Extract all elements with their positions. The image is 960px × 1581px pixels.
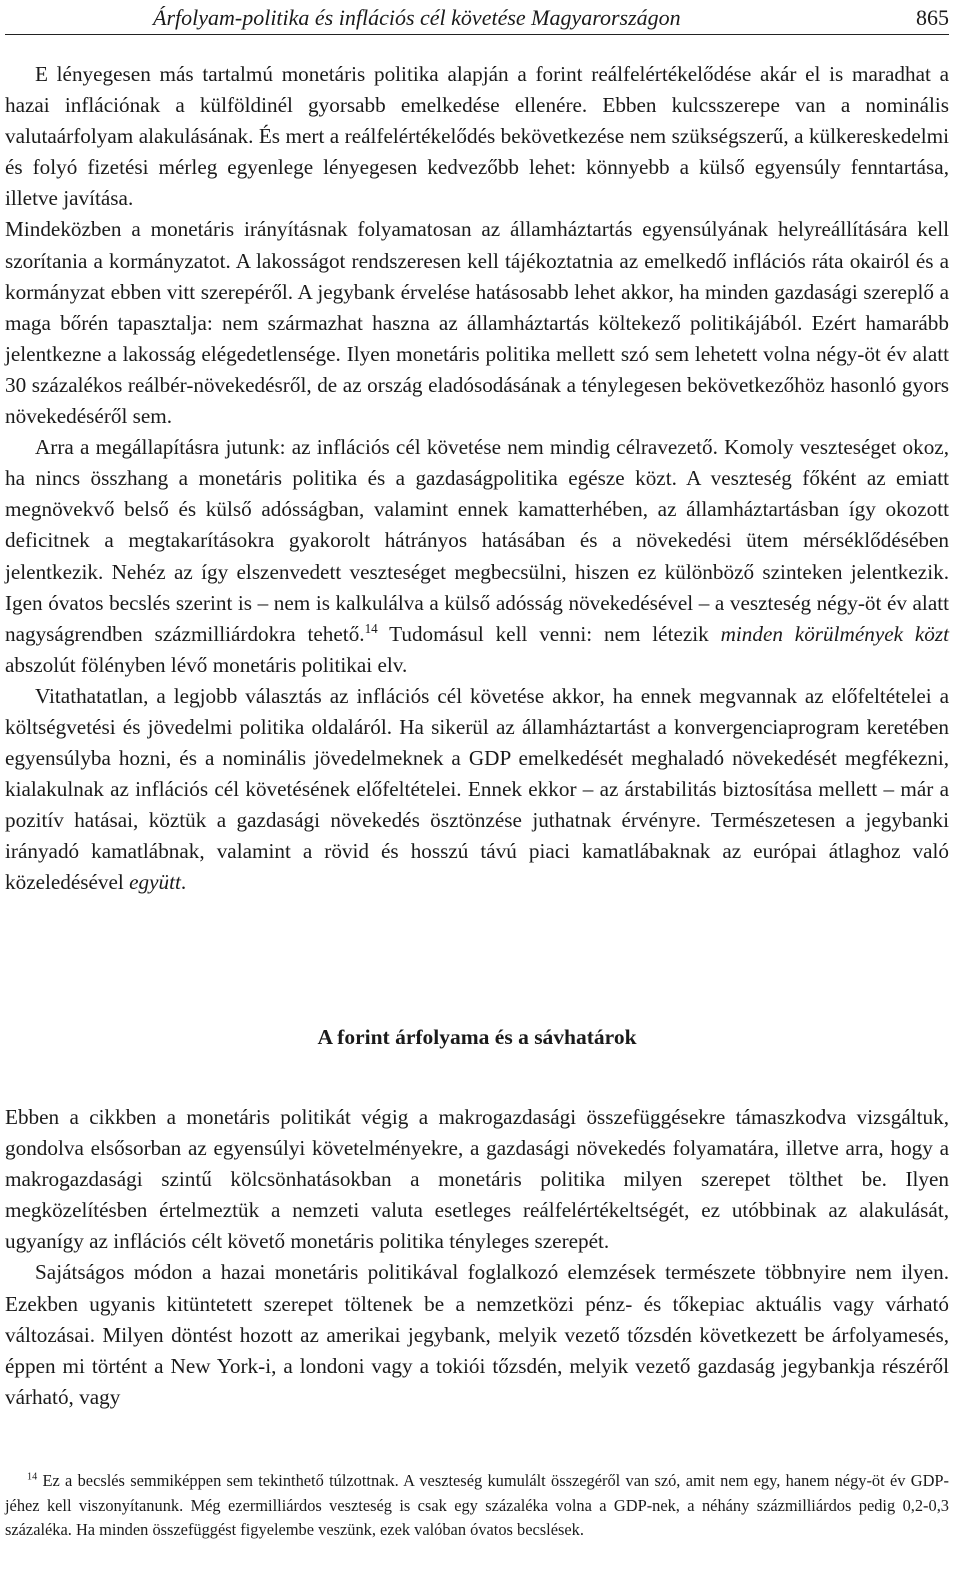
running-title: Árfolyam-politika és inflációs cél követése Magyarországon — [153, 5, 681, 30]
paragraph-text: Arra a megállapításra jutunk: az inflációs cél követése nem mindig célravezető. Komoly veszteséget okoz, ha nincs összhang a monetáris politika és a gazdaságpolitika egésze közt. A veszteség főként az emiatt megnövekvő belső és külső adósságban, valamint ennek kamatterhében, az államháztartásban így okozott deficitnek a megtakarításokra gyakorolt hátrányos hatásában és a növekedési ütem mérséklődésében jelentkezik. Nehéz az így elszenvedett veszteséget megbecsülni, hiszen ez különböző szinteken jelentkezik. Igen óvatos becslés szerint is – nem is kalkulálva a külső adósság növekedésével – a veszteség négy-öt év alatt nagyságrendben százmilliárdokra tehető. — [5, 435, 949, 646]
footnote-number: 14 — [27, 1471, 38, 1483]
document-page — [5, 0, 949, 1581]
paragraph-text: Tudomásul kell venni: nem létezik — [377, 621, 721, 646]
footnote-text: Ez a becslés semmiképpen sem tekinthető túlzottnak. A veszteség kumulált összegéről van szó, amit nem egy, hanem négy-öt év GDP-jéhez kell viszonyítanunk. Még ezermilliárdos veszteség is csak egy százaléka volna a GDP-nek, a néhány százmilliárdos pedig 0,2-0,3 százaléka. Ha minden összefüggést figyelembe veszünk, ezek valóban óvatos becslések. — [5, 1471, 949, 1539]
footnotes — [5, 1469, 949, 1543]
paragraph: Sajátságos módon a hazai monetáris politikával foglalkozó elemzések természete többnyire nem ilyen. Ezekben ugyanis kitüntetett szerepet töltenek be a nemzetközi pénz- és tőkepiac aktuális vagy várható változásai. Milyen döntést hozott az amerikai jegybank, melyik vezető tőzsdén következett be árfolyamesés, éppen mi történt a New York-i, a londoni vagy a tokiói tőzsdén, melyik vezető gazdaság jegybankja részéről várható, vagy — [5, 1260, 949, 1409]
paragraph — [5, 432, 949, 681]
footnote-reference[interactable]: 14 — [364, 620, 378, 636]
footnote — [5, 1469, 949, 1543]
emphasized-text: együtt — [129, 870, 181, 895]
emphasized-text: minden körülmények közt — [720, 621, 949, 646]
page-number: 865 — [916, 5, 949, 30]
running-header — [5, 2, 949, 35]
section-heading: A forint árfolyama és a sávhatárok — [317, 1025, 637, 1049]
section-body — [5, 1102, 949, 1413]
paragraph: Ebben a cikkben a monetáris politikát végig a makrogazdasági összefüggésekre támaszkodva vizsgáltuk, gondolva elsősorban az egyensúlyi követelményekre, a gazdasági növekedés folyamatára, illetve arra, hogy a makrogazdasági szintű kölcsönhatásokban a monetáris politika milyen szerepet tölthet be. Ilyen megközelítésben értelmeztük a nemzeti valuta esetleges reálfelértékeltségét, ez utóbbinak az alakulását, ugyanígy az inflációs célt követő monetáris politika tényleges szerepét. — [5, 1105, 949, 1254]
paragraph-text: Vitathatatlan, a legjobb választás az inflációs cél követése akkor, ha ennek megvannak az előfeltételei a költségvetési és jövedelmi politika oldaláról. Ha sikerül az államháztartást a konvergenciaprogram keretében egyensúlyba hozni, és a nominális jövedelmeknek a GDP emelkedését meghaladó növekedését megfékezni, kialakulnak az inflációs cél követésének előfeltételei. Ennek ekkor – az árstabilitás biztosítása mellett – már a pozitív hatásai, köztük a gazdasági növekedés ösztönzése juthatnak érvényre. Természetesen a jegybanki irányadó kamatlábnak, valamint a rövid és hosszú távú piaci kamatlábaknak az európai átlaghoz való közeledésével — [5, 683, 949, 895]
paragraph: E lényegesen más tartalmú monetáris politika alapján a forint reálfelértékelődése akár el is maradhat a hazai inflációnak a külföldinél gyorsabb emelkedése ellenére. Ebben kulcsszerepe van a nominális valutaárfolyam alakulásának. És mert a reálfelértékelődés bekövetkezése nem szükségszerű, a külkereskedelmi és folyó fizetési mérleg egyenlege lényegesen kedvezőbb lehet: könnyebb a külső egyensúly fenntartása, illetve javítása. — [5, 62, 949, 211]
paragraph: Mindeközben a monetáris irányításnak folyamatosan az államháztartás egyensúlyának helyreállítására kell szorítania a kormányzatot. A lakosságot rendszeresen kell tájékoztatnia az emelkedő inflációs ráta okairól és a kormányzat ebben vitt szerepéről. A jegybank érvelése hatásosabb lehet akkor, ha minden gazdasági szereplő a maga bőrén tapasztalja: nem származhat haszna az államháztartás költekező politikájából. Ezért hamarább jelentkezne a lakosság elégedetlensége. Ilyen monetáris politika mellett szó sem lehetett volna négy-öt év alatt 30 százalékos reálbér-növekedésről, de az ország eladósodásának a ténylegesen bekövetkezőhöz hasonló gyors növekedéséről sem. — [5, 217, 949, 429]
body-text — [5, 59, 949, 899]
paragraph-text: abszolút fölényben lévő monetáris politikai elv. — [5, 652, 408, 677]
paragraph — [5, 681, 949, 899]
paragraph-text: . — [180, 870, 187, 895]
